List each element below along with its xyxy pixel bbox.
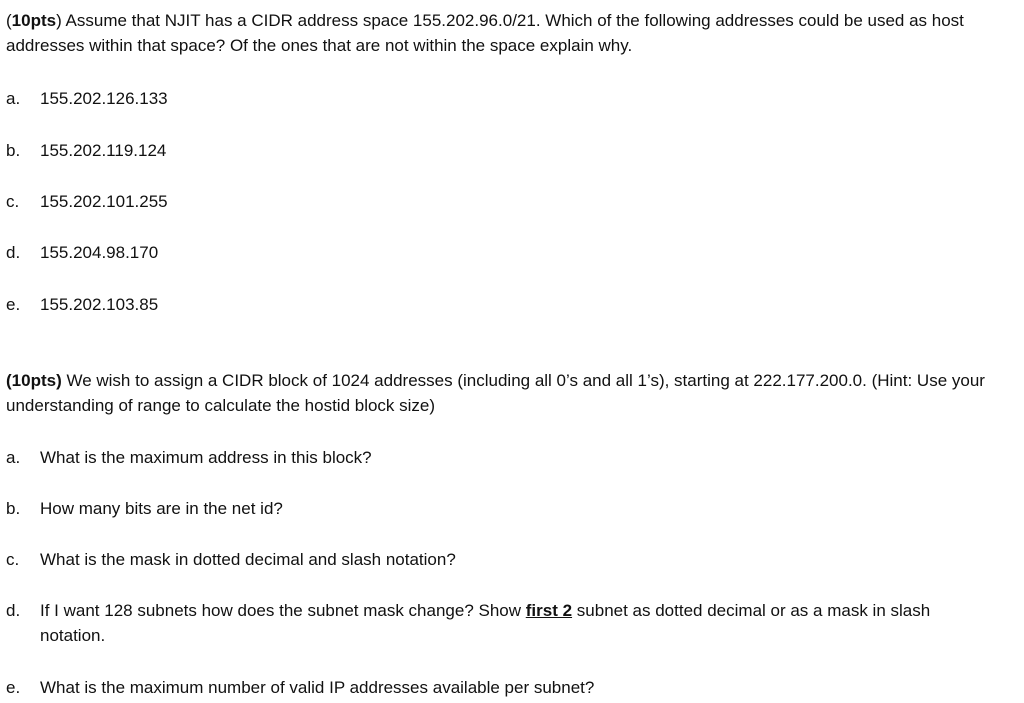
item-text: What is the maximum number of valid IP addresses available per subnet? (40, 678, 595, 697)
q1-points: 10pts (11, 11, 57, 30)
item-text: What is the mask in dotted decimal and slash notation? (40, 550, 456, 569)
q1-text: ) Assume that NJIT has a CIDR address space 155.202.96.0/21. Which of the following addresses could be used as host addresses within that space? Of the ones that are not within the space explain why. (6, 11, 964, 55)
item-letter: e. (6, 678, 21, 697)
item-letter: a. (6, 448, 21, 467)
question-1-prompt (6, 8, 1006, 58)
item-letter: b. (6, 141, 21, 160)
item-text-after: subnet as dotted decimal or as a mask in slash notation. (40, 601, 931, 645)
item-letter: c. (6, 192, 20, 211)
item-letter: a. (6, 89, 21, 108)
item-text: 155.202.101.255 (40, 192, 168, 211)
q2-text: We wish to assign a CIDR block of 1024 addresses (including all 0’s and all 1’s), starting at 222.177.200.0. (Hint: Use your understanding of range to calculate the hostid block size) (6, 371, 985, 415)
item-text: How many bits are in the net id? (40, 499, 283, 518)
item-text: What is the maximum address in this block? (40, 448, 372, 467)
item-text: 155.202.126.133 (40, 89, 168, 108)
question-2-prompt (6, 368, 1006, 418)
item-text: 155.204.98.170 (40, 243, 159, 262)
item-text: 155.202.119.124 (40, 141, 167, 160)
item-letter: c. (6, 550, 20, 569)
item-letter: d. (6, 243, 21, 262)
q1-open-paren: ( (6, 11, 12, 30)
item-text (40, 598, 990, 648)
item-letter: e. (6, 295, 21, 314)
item-text: 155.202.103.85 (40, 295, 159, 314)
emphasis-text: first 2 (525, 601, 573, 620)
item-letter: b. (6, 499, 21, 518)
item-text-before: If I want 128 subnets how does the subnet mask change? Show (40, 601, 526, 620)
q2-points: (10pts) (6, 371, 62, 390)
item-letter: d. (6, 601, 21, 620)
